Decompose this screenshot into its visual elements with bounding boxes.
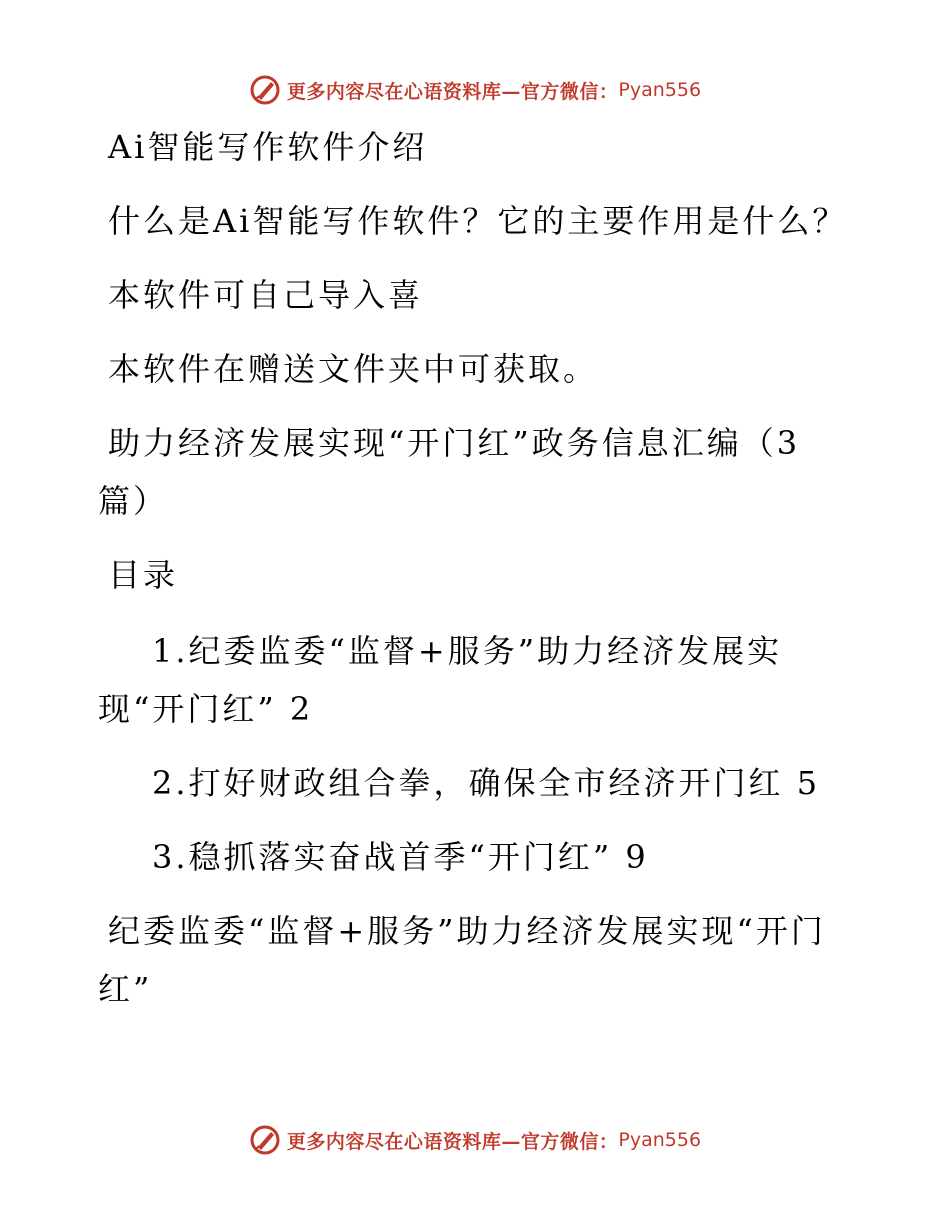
pen-logo-icon (249, 74, 281, 106)
banner-wechat-id: Pyan556 (618, 1129, 702, 1151)
document-title-continued: 篇） (98, 482, 169, 520)
question-line: 什么是Ai智能写作软件？它的主要作用是什么？ (108, 202, 848, 240)
toc-item-continued: 现“开门红” 2 (98, 690, 314, 728)
title-ai-software: Ai智能写作软件介绍 (108, 128, 428, 166)
banner-text: 更多内容尽在心语资料库—官方微信： (286, 1130, 619, 1153)
banner-wechat-id: Pyan556 (618, 79, 702, 101)
section-heading: 纪委监委“监督+服务”助力经济发展实现“开门 (108, 912, 826, 950)
paragraph-line: 本软件可自己导入喜 (108, 276, 424, 314)
section-heading-continued: 红” (98, 970, 153, 1008)
pen-logo-icon (249, 1124, 281, 1156)
toc-heading: 目录 (108, 556, 179, 594)
document-title: 助力经济发展实现“开门红”政务信息汇编（3 (108, 424, 801, 462)
toc-item: 2.打好财政组合拳，确保全市经济开门红 5 (152, 764, 821, 802)
header-watermark-banner (0, 68, 950, 112)
paragraph-line: 本软件在赠送文件夹中可获取。 (108, 350, 599, 388)
footer-watermark-banner (0, 1118, 950, 1162)
banner-text: 更多内容尽在心语资料库—官方微信： (286, 80, 619, 103)
toc-item: 1.纪委监委“监督+服务”助力经济发展实 (152, 632, 783, 670)
toc-item: 3.稳抓落实奋战首季“开门红” 9 (152, 838, 649, 876)
